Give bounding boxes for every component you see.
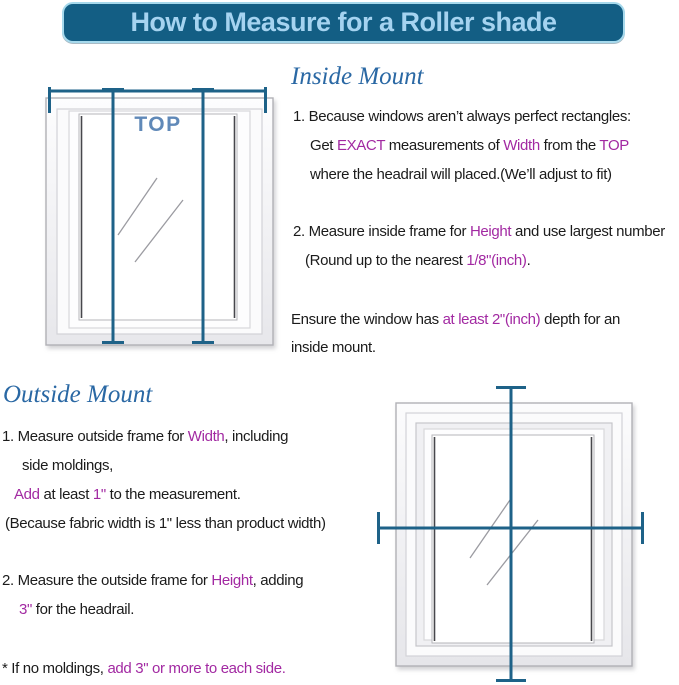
text-run: at least 2"(inch) xyxy=(442,311,541,328)
text-run: , including xyxy=(224,428,289,445)
text-run: , adding xyxy=(252,572,304,589)
text-run: depth for an xyxy=(540,311,621,328)
text-run: Add xyxy=(14,486,40,503)
text-line xyxy=(293,131,631,160)
text-run: 1" xyxy=(92,486,106,503)
window-frame xyxy=(396,403,632,666)
outside-mount-step-2 xyxy=(2,567,303,624)
text-line xyxy=(2,480,326,509)
outside-mount-step-1 xyxy=(2,422,326,538)
text-run: 1/8"(inch) xyxy=(466,252,527,269)
inside-mount-depth-note xyxy=(291,306,620,362)
text-run: 1. Measure outside frame for xyxy=(2,428,188,445)
text-run: for the headrail. xyxy=(31,600,135,618)
text-run: Width xyxy=(187,428,225,445)
window-glass xyxy=(432,435,594,643)
text-line xyxy=(2,567,303,596)
text-run: (Because fabric width is 1" less than product width) xyxy=(5,515,326,532)
text-run: EXACT xyxy=(336,137,385,154)
text-run: (Round up to the nearest xyxy=(305,252,467,269)
text-line xyxy=(2,451,326,480)
text-run: and use largest number xyxy=(511,223,665,240)
inside-mount-window-diagram xyxy=(38,78,278,354)
outside-mount-heading: Outside Mount xyxy=(3,381,153,408)
page-title: How to Measure for a Roller shade xyxy=(130,7,557,37)
text-run: Width xyxy=(503,137,540,154)
text-line xyxy=(2,655,286,683)
text-line xyxy=(293,160,631,189)
text-run: from the xyxy=(539,137,600,154)
text-run: 2. Measure the outside frame for xyxy=(2,572,212,589)
text-line xyxy=(291,306,620,334)
text-run: 1. Because windows aren’t always perfect rectangles: xyxy=(293,108,631,125)
title-banner xyxy=(62,2,625,43)
text-run: . xyxy=(526,252,531,269)
text-run: measurements of xyxy=(384,137,504,154)
window-glass xyxy=(79,114,237,320)
text-line xyxy=(2,596,303,625)
text-run: Ensure the window has xyxy=(291,311,443,328)
text-line xyxy=(293,102,631,131)
text-line xyxy=(2,509,326,538)
text-line xyxy=(291,334,620,362)
outside-mount-moldings-note xyxy=(2,655,286,683)
text-run: add 3" or more to each side. xyxy=(107,660,286,677)
text-run: at least xyxy=(39,486,93,503)
text-run: where the headrail will placed.(We’ll adjust to fit) xyxy=(310,166,612,183)
text-run: to the measurement. xyxy=(105,486,241,503)
text-line xyxy=(2,422,326,451)
inside-mount-step-1 xyxy=(293,102,631,189)
text-line xyxy=(293,217,665,246)
inside-mount-heading: Inside Mount xyxy=(291,63,424,90)
text-run: Get xyxy=(310,137,337,154)
text-run: 3" xyxy=(19,600,32,618)
text-run: 2. Measure inside frame for xyxy=(293,223,470,240)
text-run: side moldings, xyxy=(22,457,113,474)
inside-mount-step-2 xyxy=(293,217,665,275)
text-run: Height xyxy=(211,572,253,589)
text-run: * If no moldings, xyxy=(2,660,108,677)
outside-mount-window-diagram xyxy=(370,378,662,685)
text-line xyxy=(293,246,665,275)
text-run: inside mount. xyxy=(291,339,376,356)
top-label: TOP xyxy=(134,113,182,136)
text-run: TOP xyxy=(599,137,629,154)
text-run: Height xyxy=(469,223,512,240)
